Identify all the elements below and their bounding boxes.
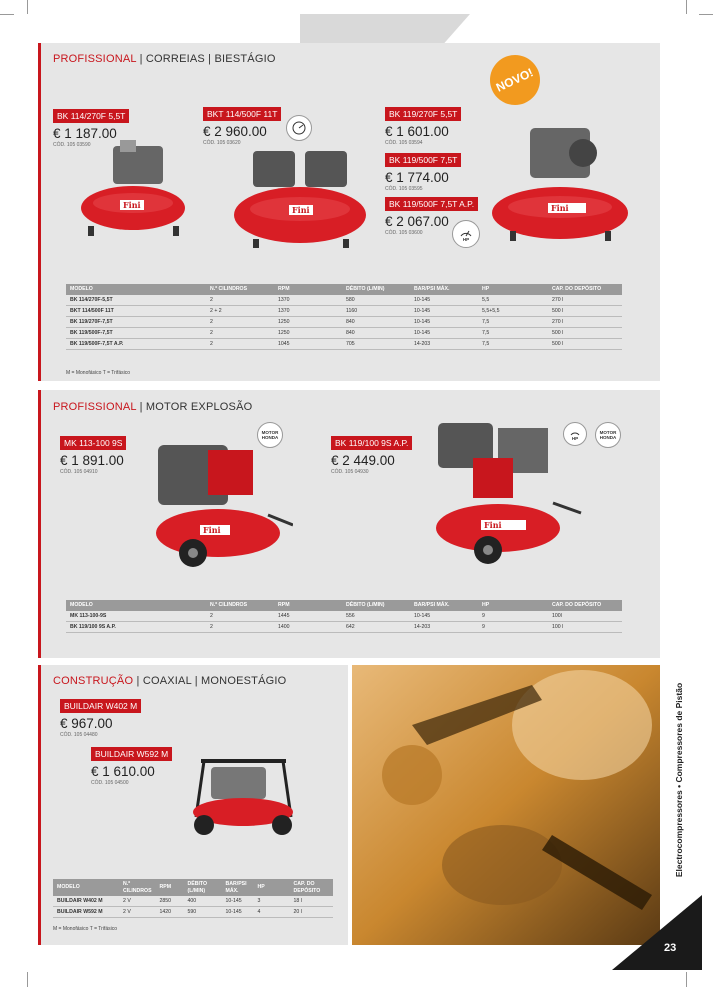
table-cell: 840 bbox=[342, 316, 410, 327]
table-cell: 1045 bbox=[274, 338, 342, 349]
model-cell: BUILDAIR W592 M bbox=[53, 907, 119, 918]
product-price: € 1 610.00 bbox=[91, 764, 155, 779]
model-cell: MK 113-100-9S bbox=[66, 611, 206, 622]
table-cell: 1250 bbox=[274, 327, 342, 338]
product-bk119-500f bbox=[385, 150, 461, 192]
product-price: € 967.00 bbox=[60, 716, 113, 731]
section-title bbox=[53, 401, 252, 413]
table-header-row bbox=[66, 600, 622, 611]
product-buildair-w402 bbox=[60, 696, 141, 738]
section-construction-compressors bbox=[38, 665, 348, 945]
badge-label: MOTOR HONDA bbox=[599, 430, 617, 440]
product-bk119-100 bbox=[331, 433, 412, 475]
table-header-row bbox=[66, 284, 622, 295]
table-cell: 1400 bbox=[274, 621, 342, 632]
table-cell: 14-203 bbox=[410, 621, 478, 632]
section-accent-bar bbox=[38, 390, 41, 658]
table-cell: 10-145 bbox=[410, 611, 478, 622]
column-header: DÉBITO (L/MIN) bbox=[342, 600, 410, 611]
table-row bbox=[66, 621, 622, 632]
table-row bbox=[66, 305, 622, 316]
table-cell: 2 bbox=[206, 327, 274, 338]
product-code: CÓD. 105 03600 bbox=[385, 230, 423, 236]
model-cell: BK 119/500F-7,5T bbox=[66, 327, 206, 338]
column-header: RPM bbox=[156, 879, 184, 896]
section-title bbox=[53, 53, 276, 65]
compressor-image-buildair bbox=[186, 757, 301, 837]
table-cell: 1370 bbox=[274, 305, 342, 316]
table-cell: 2 bbox=[206, 338, 274, 349]
column-header: CAP. DO DEPÓSITO bbox=[548, 600, 622, 611]
product-buildair-w592 bbox=[91, 744, 172, 786]
table-cell: 1420 bbox=[156, 907, 184, 918]
table-cell: 500 l bbox=[548, 338, 622, 349]
table-cell: 642 bbox=[342, 621, 410, 632]
gauge-badge bbox=[286, 115, 312, 141]
model-cell: BK 119/100 9S A.P. bbox=[66, 621, 206, 632]
table-cell: 2 V bbox=[119, 896, 156, 907]
table-cell: 2 bbox=[206, 295, 274, 306]
product-code: CÓD. 105 04480 bbox=[60, 732, 98, 738]
product-price: € 2 067.00 bbox=[385, 214, 449, 229]
table-cell: 10-145 bbox=[410, 316, 478, 327]
product-name: BK 119/100 9S A.P. bbox=[331, 436, 412, 450]
column-header: N.º CILINDROS bbox=[119, 879, 156, 896]
table-cell: 7,5 bbox=[478, 338, 548, 349]
table-cell: 2 V bbox=[119, 907, 156, 918]
table-cell: 5,5+5,5 bbox=[478, 305, 548, 316]
page-corner bbox=[612, 895, 702, 970]
page-number: 23 bbox=[664, 942, 677, 954]
table-row bbox=[66, 338, 622, 349]
svg-text:Fini: Fini bbox=[203, 525, 221, 535]
product-name: BK 119/500F 7,5T A.P. bbox=[385, 197, 478, 211]
table-cell: 9 bbox=[478, 621, 548, 632]
new-badge-label: NOVO! bbox=[494, 65, 536, 95]
column-header: MODELO bbox=[66, 284, 206, 295]
table-cell: 100l bbox=[548, 611, 622, 622]
table-cell: 10-145 bbox=[222, 907, 254, 918]
column-header: N.º CILINDROS bbox=[206, 284, 274, 295]
compressor-image-mk113 bbox=[148, 435, 293, 570]
pressure-gauge-icon bbox=[459, 227, 473, 237]
model-cell: BKT 114/500F 11T bbox=[66, 305, 206, 316]
table-cell: 1160 bbox=[342, 305, 410, 316]
product-code: CÓD. 105 03590 bbox=[53, 142, 91, 148]
table-cell: 14-203 bbox=[410, 338, 478, 349]
product-name: MK 113-100 9S bbox=[60, 436, 126, 450]
table-note: M = Monofásico T = Trifásico bbox=[66, 370, 131, 376]
product-price: € 2 960.00 bbox=[203, 124, 267, 139]
svg-text:Fini: Fini bbox=[551, 203, 569, 213]
section-belt-compressors bbox=[38, 43, 660, 381]
product-name: BK 114/270F 5,5T bbox=[53, 109, 129, 123]
table-note: M = Monofásico T = Trifásico bbox=[53, 926, 118, 932]
table-cell: 7,5 bbox=[478, 316, 548, 327]
spec-table-construction bbox=[53, 879, 333, 918]
crop-mark bbox=[686, 972, 687, 987]
table-cell: 10-145 bbox=[410, 305, 478, 316]
column-header: CAP. DO DEPÓSITO bbox=[290, 879, 333, 896]
pressure-gauge-icon bbox=[291, 120, 307, 136]
new-badge bbox=[490, 55, 540, 105]
table-cell: 270 l bbox=[548, 316, 622, 327]
product-code: CÓD. 105 04930 bbox=[331, 469, 369, 475]
product-code: CÓD. 105 03595 bbox=[385, 186, 423, 192]
section-title-category: PROFISSIONAL bbox=[53, 401, 137, 413]
table-cell: 18 l bbox=[290, 896, 333, 907]
column-header: MODELO bbox=[66, 600, 206, 611]
table-cell: 7,5 bbox=[478, 327, 548, 338]
table-cell: 2 + 2 bbox=[206, 305, 274, 316]
hp-badge-label: HP bbox=[462, 236, 470, 242]
product-code: CÓD. 105 03620 bbox=[203, 140, 241, 146]
product-price: € 2 449.00 bbox=[331, 453, 395, 468]
product-price: € 1 891.00 bbox=[60, 453, 124, 468]
table-cell: 2 bbox=[206, 611, 274, 622]
column-header: BAR/PSI MÁX. bbox=[410, 600, 478, 611]
model-cell: BK 114/270F-5,5T bbox=[66, 295, 206, 306]
table-cell: 840 bbox=[342, 327, 410, 338]
column-header: BAR/PSI MÁX. bbox=[222, 879, 254, 896]
table-cell: 400 bbox=[184, 896, 222, 907]
side-category-label bbox=[673, 665, 685, 895]
table-row bbox=[66, 327, 622, 338]
hp-badge bbox=[452, 220, 480, 248]
product-bk119-270f bbox=[385, 104, 461, 146]
product-name: BUILDAIR W402 M bbox=[60, 699, 141, 713]
table-cell: 9 bbox=[478, 611, 548, 622]
spec-table-belt bbox=[66, 284, 622, 350]
column-header: RPM bbox=[274, 284, 342, 295]
section-title-subtype: | COAXIAL | MONOESTÁGIO bbox=[136, 675, 287, 687]
section-accent-bar bbox=[38, 665, 41, 945]
product-code: CÓD. 105 04500 bbox=[91, 780, 129, 786]
table-cell: 2 bbox=[206, 316, 274, 327]
product-name: BKT 114/500F 11T bbox=[203, 107, 281, 121]
table-cell: 4 bbox=[254, 907, 290, 918]
table-cell: 270 l bbox=[548, 295, 622, 306]
table-cell: 500 l bbox=[548, 327, 622, 338]
table-cell: 500 l bbox=[548, 305, 622, 316]
table-cell: 10-145 bbox=[410, 327, 478, 338]
product-bkt114-500f bbox=[203, 104, 281, 146]
model-cell: BK 119/270F-7,5T bbox=[66, 316, 206, 327]
table-cell: 5,5 bbox=[478, 295, 548, 306]
compressor-image-bk119-100 bbox=[433, 418, 583, 568]
column-header: N.º CILINDROS bbox=[206, 600, 274, 611]
table-row bbox=[66, 295, 622, 306]
section-engine-compressors bbox=[38, 390, 660, 658]
column-header: HP bbox=[254, 879, 290, 896]
table-cell: 3 bbox=[254, 896, 290, 907]
model-cell: BUILDAIR W402 M bbox=[53, 896, 119, 907]
column-header: BAR/PSI MÁX. bbox=[410, 284, 478, 295]
product-name: BK 119/500F 7,5T bbox=[385, 153, 461, 167]
product-name: BK 119/270F 5,5T bbox=[385, 107, 461, 121]
compressor-image-bk119 bbox=[490, 123, 630, 243]
crop-mark bbox=[27, 972, 28, 987]
column-header: RPM bbox=[274, 600, 342, 611]
table-cell: 10-145 bbox=[410, 295, 478, 306]
product-name: BUILDAIR W592 M bbox=[91, 747, 172, 761]
column-header: MODELO bbox=[53, 879, 119, 896]
section-title-subtype: | CORREIAS | BIESTÁGIO bbox=[139, 53, 276, 65]
product-price: € 1 774.00 bbox=[385, 170, 449, 185]
table-cell: 20 l bbox=[290, 907, 333, 918]
section-title-subtype: | MOTOR EXPLOSÃO bbox=[139, 401, 253, 413]
table-row bbox=[66, 316, 622, 327]
table-cell: 2 bbox=[206, 621, 274, 632]
column-header: HP bbox=[478, 284, 548, 295]
table-row bbox=[53, 907, 333, 918]
column-header: DÉBITO (L/MIN) bbox=[184, 879, 222, 896]
motor-honda-badge bbox=[595, 422, 621, 448]
product-code: CÓD. 105 03594 bbox=[385, 140, 423, 146]
table-row bbox=[53, 896, 333, 907]
product-price: € 1 187.00 bbox=[53, 126, 117, 141]
table-cell: 1370 bbox=[274, 295, 342, 306]
compressor-image-bkt114 bbox=[233, 143, 368, 248]
table-cell: 580 bbox=[342, 295, 410, 306]
table-cell: 590 bbox=[184, 907, 222, 918]
side-category-text: Electrocompressores • Compressores de Pistão bbox=[674, 682, 684, 878]
svg-text:Fini: Fini bbox=[292, 205, 310, 215]
table-header-row bbox=[53, 879, 333, 896]
brand-logo: Fini bbox=[123, 200, 141, 210]
table-cell: 1250 bbox=[274, 316, 342, 327]
badge-label: MOTOR HONDA bbox=[261, 430, 279, 440]
section-title-category: CONSTRUÇÃO bbox=[53, 675, 134, 687]
table-row bbox=[66, 611, 622, 622]
product-mk113 bbox=[60, 433, 126, 475]
compressor-image-bk114 bbox=[78, 138, 188, 238]
table-cell: 100 l bbox=[548, 621, 622, 632]
svg-text:Fini: Fini bbox=[484, 520, 502, 530]
column-header: CAP. DO DEPÓSITO bbox=[548, 284, 622, 295]
table-cell: 556 bbox=[342, 611, 410, 622]
product-code: CÓD. 105 04910 bbox=[60, 469, 98, 475]
column-header: HP bbox=[478, 600, 548, 611]
section-accent-bar bbox=[38, 43, 41, 381]
column-header: DÉBITO (L/MIN) bbox=[342, 284, 410, 295]
section-title-category: PROFISSIONAL bbox=[53, 53, 137, 65]
table-cell: 2850 bbox=[156, 896, 184, 907]
section-title bbox=[53, 675, 286, 687]
table-cell: 705 bbox=[342, 338, 410, 349]
model-cell: BK 119/500F-7,5T A.P. bbox=[66, 338, 206, 349]
product-price: € 1 601.00 bbox=[385, 124, 449, 139]
hp-badge-label: HP bbox=[571, 435, 579, 441]
table-cell: 1445 bbox=[274, 611, 342, 622]
table-cell: 10-145 bbox=[222, 896, 254, 907]
spec-table-engine bbox=[66, 600, 622, 633]
